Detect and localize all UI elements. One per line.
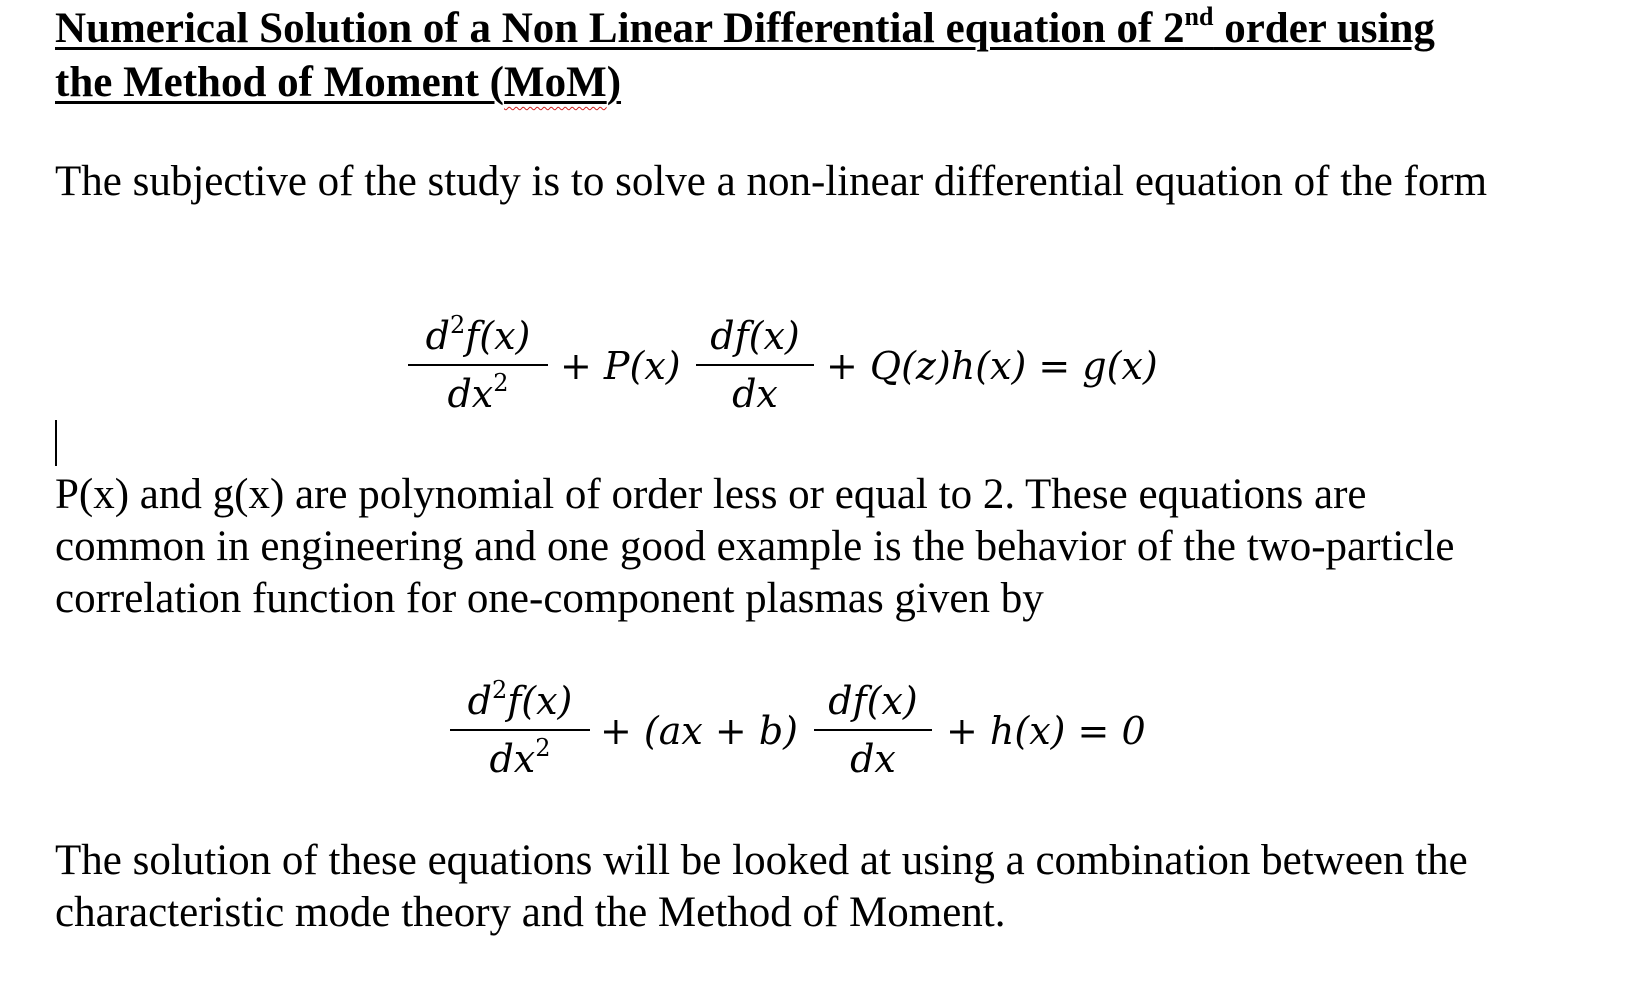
second-derivative-denominator: $dx^2$ [489,734,551,781]
fraction-bar [450,729,590,731]
second-derivative-numerator: $d^2f(x)$ [425,311,531,358]
para2-line1: P(x) and g(x) are polynomial of order less or equal to 2. These equations are [55,471,1367,518]
document-title [55,2,1435,110]
fraction-bar [696,364,814,366]
title-part2: order using [1213,5,1435,52]
first-derivative-numerator: df(x) [828,679,918,723]
second-derivative-numerator: $d^2f(x)$ [467,676,573,723]
title-part1: Numerical Solution of a Non Linear Differential equation of 2 [55,5,1185,52]
fraction-bar [408,364,548,366]
title-line2-suffix: ) [606,59,622,106]
equation-rhs: + h(x) = 0 [946,709,1146,753]
conclusion-line2: characteristic mode theory and the Method of Moment. [55,889,1006,936]
title-mom-spellcheck[interactable]: MoM [504,59,607,106]
first-derivative-denominator: dx [732,372,778,416]
text-cursor [55,420,57,466]
intro-paragraph: The subjective of the study is to solve a non-linear differential equation of the form [55,158,1488,205]
para2-line2: common in engineering and one good example is the behavior of the two-particle [55,523,1455,570]
equation-plasma-example [450,677,1210,792]
para2-line3: correlation function for one-component plasmas given by [55,575,1044,622]
equation-rhs: + Q(z)h(x) = g(x) [826,344,1158,388]
title-line2-prefix: the Method of Moment ( [55,59,505,106]
coefficient-term: + (ax + b) [600,709,798,753]
plus-px-term: + P(x) [560,344,681,388]
title-superscript: nd [1184,2,1214,31]
second-derivative-denominator: $dx^2$ [447,369,509,416]
first-derivative-numerator: df(x) [710,314,800,358]
first-derivative-denominator: dx [850,737,896,781]
equation-general-form [408,312,1208,427]
conclusion-line1: The solution of these equations will be looked at using a combination between the [55,837,1468,884]
fraction-bar [814,729,932,731]
